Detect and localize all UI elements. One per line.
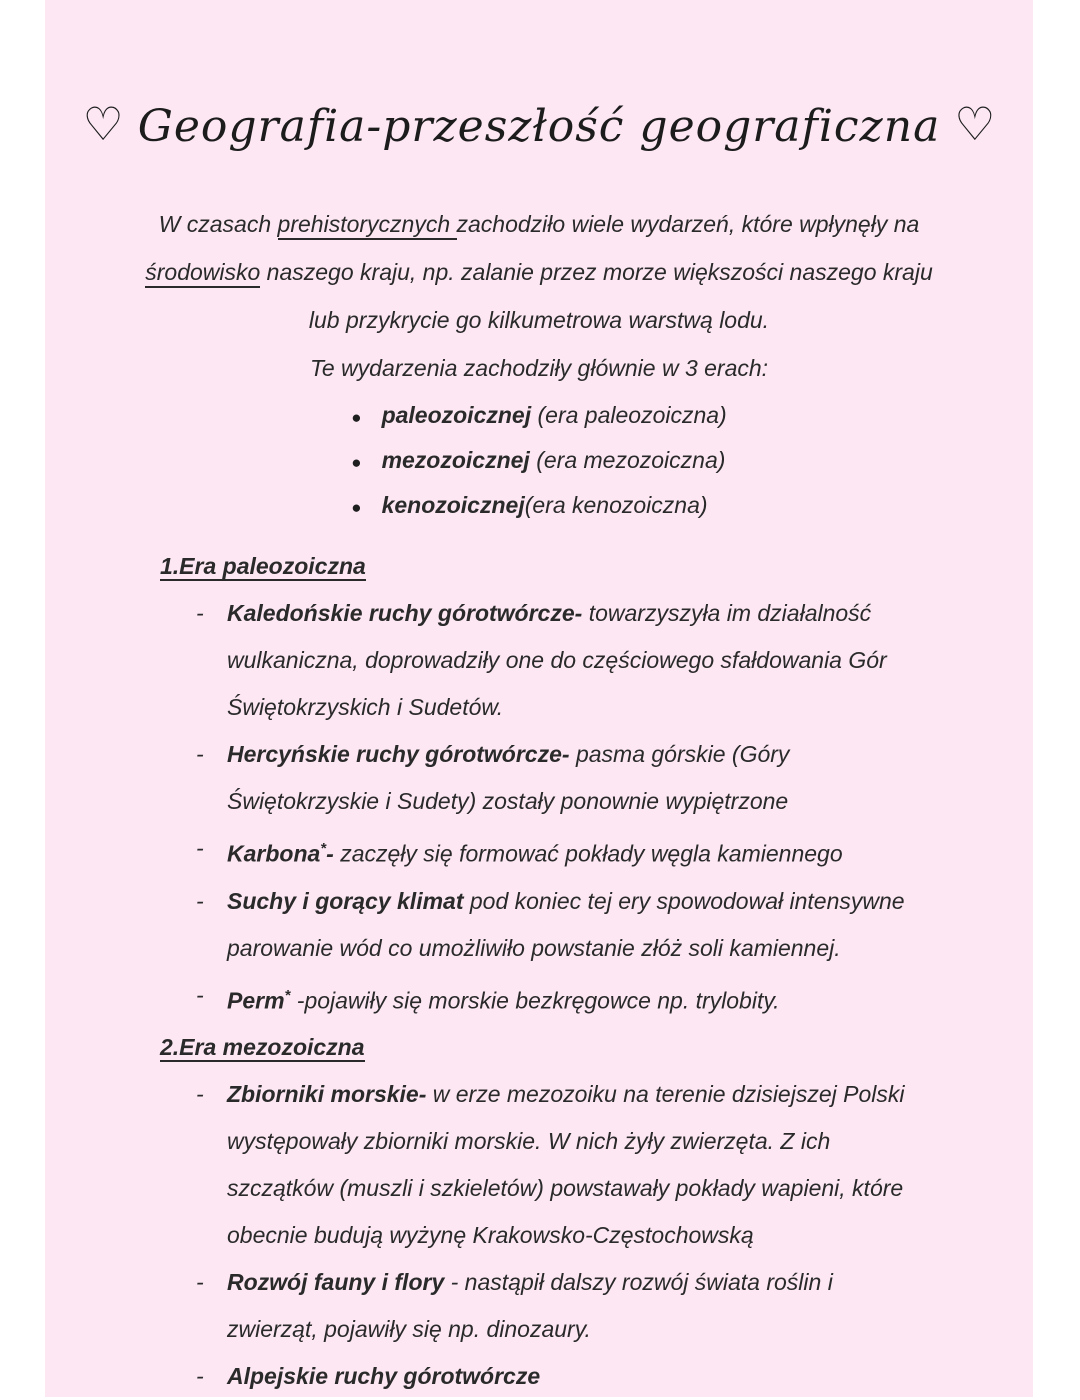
term: - [326, 840, 334, 867]
dash-marker: - [196, 741, 204, 767]
term: Kaledońskie ruchy górotwórcze- [227, 600, 583, 626]
intro-line-1 [105, 200, 973, 248]
section-heading [160, 1024, 973, 1071]
underlined-term-prehistoryczne: prehistorycznych [278, 211, 457, 240]
era-bullet-list [351, 394, 726, 529]
underlined-term-srodowisko: środowisko [145, 259, 260, 288]
era-paren: (era mezozoiczna) [529, 447, 726, 473]
term: Karbona [227, 840, 321, 867]
section-era-paleozoiczna [105, 543, 973, 1024]
era-name: mezozoicznej [381, 447, 530, 473]
intro-line-3: lub przykrycie go kilkumetrowa warstwą lodu. [308, 307, 770, 333]
definition: pasma górskie (Góry Świętokrzyskie i Sudety) zostały ponownie wypiętrzone [227, 741, 790, 814]
item-text [227, 1353, 919, 1400]
eras-intro-line: Te wydarzenia zachodziły głównie w 3 erach: [309, 355, 769, 381]
list-item-era-paleozoiczna [351, 394, 726, 439]
term: Suchy i gorący klimat [227, 887, 464, 914]
section-heading-text: 2.Era mezozoiczna [160, 1034, 365, 1061]
item-text [227, 1071, 919, 1259]
definition: w erze mezozoiku na terenie dzisiejszej Polski występowały zbiorniki morskie. W nich żyły zwierzęta. Z ich szczątków (muszli i szkieletów) powstawały pokłady wapieni, które obecnie budują wyżynę Krakowsko-Częstochowską [227, 1081, 905, 1249]
dash-marker: - [196, 887, 204, 914]
term: Alpejskie ruchy górotwórcze [227, 1363, 541, 1390]
item-text [227, 1259, 919, 1353]
section-heading [160, 543, 973, 590]
intro-text: W czasach [158, 211, 278, 237]
definition: - nastąpił dalszy rozwój świata roślin i zwierząt, pojawiły się np. dinozaury. [227, 1269, 833, 1343]
item-text [227, 731, 919, 825]
term: Rozwój fauny i flory [227, 1269, 445, 1296]
item-text [227, 972, 919, 1025]
list-item [105, 825, 973, 878]
section-era-mezozoiczna [105, 1024, 973, 1400]
list-item [105, 1071, 973, 1259]
heart-icon-right: ♡ [954, 97, 996, 151]
term: Zbiorniki morskie- [227, 1081, 427, 1108]
asterisk-marker: * [320, 840, 327, 857]
list-item [105, 878, 973, 972]
dash-marker: - [196, 835, 204, 861]
era-name: paleozoicznej [381, 402, 532, 428]
item-text [227, 878, 919, 972]
dash-marker: - [196, 1363, 204, 1390]
definition: pod koniec tej ery spowodował intensywne parowanie wód co umożliwiło powstanie złóż soli kamiennej. [227, 887, 905, 961]
bullet-icon: ● [351, 453, 362, 472]
list-item-era-mezozoiczna [351, 439, 726, 484]
intro-line-2 [105, 248, 973, 296]
list-item-era-kenozoiczna [351, 484, 726, 529]
era-paren: (era kenozoiczna) [524, 492, 708, 518]
dash-marker: - [196, 600, 204, 626]
item-text [227, 590, 919, 731]
asterisk-marker: * [284, 986, 291, 1004]
term: Perm [227, 987, 285, 1014]
list-item [105, 1259, 973, 1353]
dash-marker: - [196, 981, 204, 1008]
dash-marker: - [196, 1081, 204, 1108]
item-text [227, 825, 919, 878]
list-item [105, 1353, 973, 1400]
page-title-text: Geografia-przeszłość geograficzna [137, 100, 941, 152]
list-item [105, 972, 973, 1025]
heart-icon-left: ♡ [82, 97, 124, 151]
era-name: kenozoicznej [381, 492, 525, 518]
intro-text: naszego kraju, np. zalanie przez morze większości naszego kraju [260, 259, 933, 285]
list-item [105, 590, 973, 731]
era-paren: (era paleozoiczna) [531, 402, 727, 428]
definition: towarzyszyła im działalność wulkaniczna, doprowadziły one do częściowego sfałdowania Gór Świętokrzyskich i Sudetów. [227, 600, 887, 720]
definition: -pojawiły się morskie bezkręgowce np. trylobity. [290, 987, 780, 1014]
intro-text: zachodziło wiele wydarzeń, które wpłynęły na [456, 211, 920, 237]
section-heading-text: 1.Era paleozoiczna [160, 553, 366, 579]
term: Hercyńskie ruchy górotwórcze- [227, 741, 570, 767]
definition: zaczęły się formować pokłady węgla kamiennego [333, 840, 843, 867]
list-item [105, 731, 973, 825]
page-title [82, 78, 996, 174]
bullet-icon: ● [351, 408, 362, 427]
bullet-icon: ● [351, 498, 362, 517]
dash-marker: - [196, 1269, 204, 1296]
note-page [45, 0, 1033, 1397]
intro-paragraph [105, 200, 973, 529]
